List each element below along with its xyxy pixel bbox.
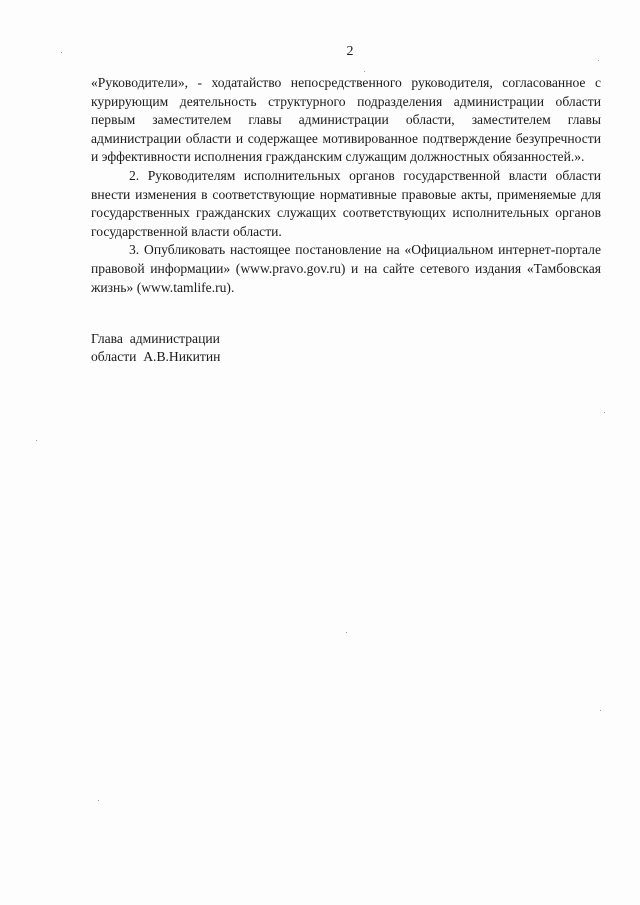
paragraph-item-2: 2. Руководителям исполнительных органов государственной власти области внести изменения в соответствующие нормативные правовые акты, применяемые для государственных гражданских служащих соответствующих исполнительных органов государственной власти области. xyxy=(91,167,601,239)
scan-speck xyxy=(346,632,347,633)
scan-speck xyxy=(604,412,605,413)
paragraph-item-3: 3. Опубликовать настоящее постановление на «Официальном интернет-портале правовой информации» (www.pravo.gov.ru) и на сайте сетевого издания «Тамбовская жизнь» (www.tamlife.ru). xyxy=(91,242,601,295)
scan-speck xyxy=(61,52,62,53)
signature-title: Глава администрации xyxy=(91,331,220,346)
scan-speck xyxy=(364,71,365,72)
scan-speck xyxy=(600,710,601,711)
scan-speck xyxy=(598,60,599,61)
document-body xyxy=(91,74,601,297)
signature-name: области А.В.Никитин xyxy=(91,348,221,364)
page-number: 2 xyxy=(346,44,354,59)
paragraph-continuation: «Руководители», - ходатайство непосредственного руководителя, согласованное с курирующим деятельность структурного подразделения администрации области первым заместителем главы администрации области, заместителем главы администрации области и содержащее мотивированное подтверждение безупречности и эффективности исполнения гражданским служащим должностных обязанностей.». xyxy=(91,75,601,165)
scan-speck xyxy=(98,800,99,801)
scan-speck xyxy=(36,440,37,441)
signature-block xyxy=(91,330,220,365)
